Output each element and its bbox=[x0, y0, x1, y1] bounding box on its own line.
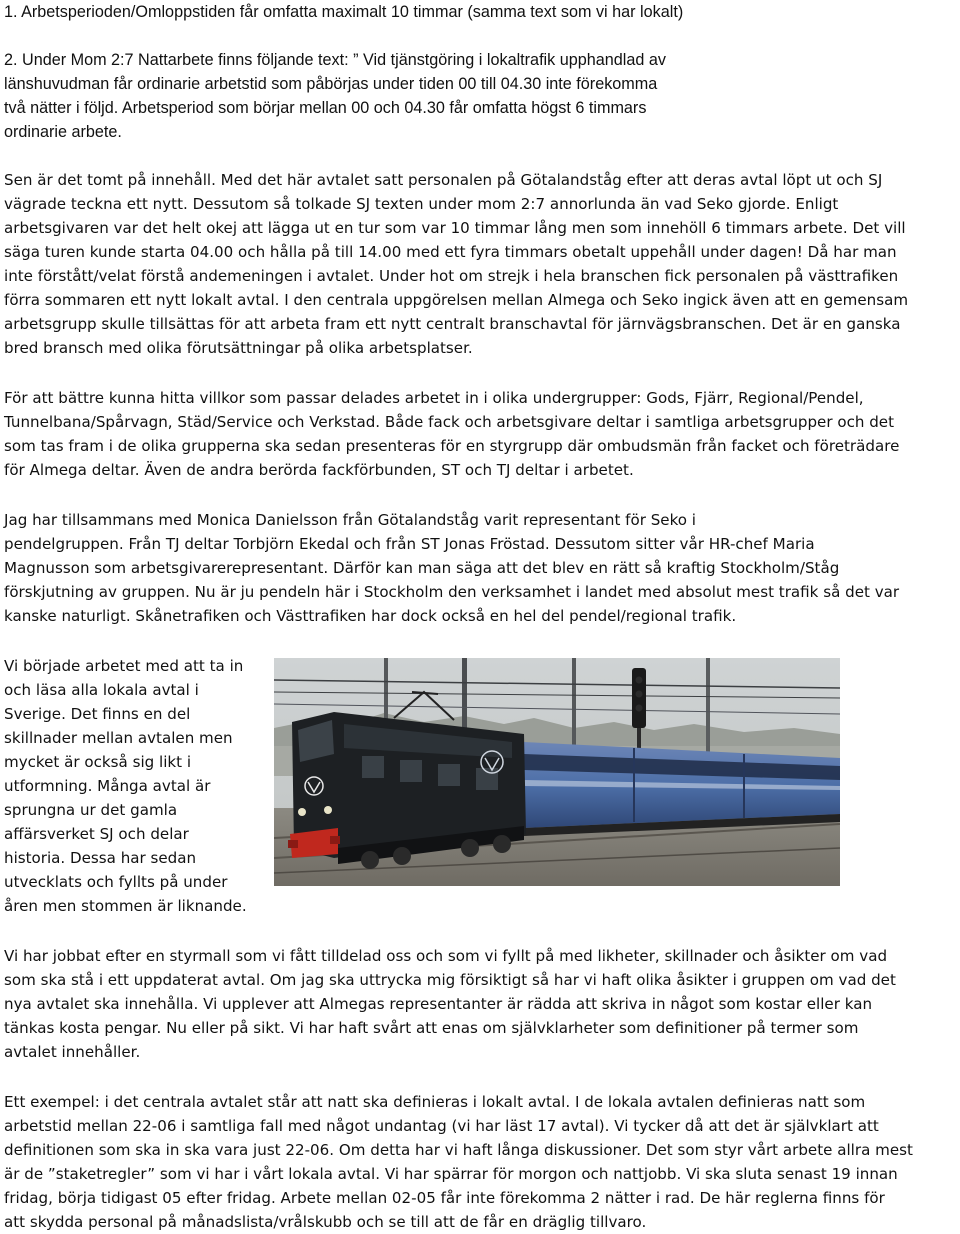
text-line: avtalet innehåller. bbox=[4, 1043, 141, 1061]
text-line: två nätter i följd. Arbetsperiod som börjar mellan 00 och 04.30 får omfatta högst 6 timmars bbox=[4, 99, 647, 117]
text-line: pendelgruppen. Från TJ deltar Torbjörn Ekedal och från ST Jonas Fröstad. Dessutom sitter vår HR-chef Maria bbox=[4, 535, 815, 553]
text-line: affärsverket SJ och delar bbox=[4, 825, 189, 843]
text-line: ordinarie arbete. bbox=[4, 123, 122, 141]
text-line: mycket är också sig likt i bbox=[4, 753, 192, 771]
text-line: säga turen kunde starta 04.00 och hålla på till 14.00 med ett fyra timmars obetalt uppehåll under dagen! Då har man bbox=[4, 243, 897, 261]
text-line: och läsa alla lokala avtal i bbox=[4, 681, 199, 699]
text-line: För att bättre kunna hitta villkor som passar delades arbetet in i olika undergrupper: Gods, Fjärr, Regional/Pendel, bbox=[4, 389, 864, 407]
text-line: som ska stå i ett uppdaterat avtal. Om jag ska uttrycka mig försiktigt så har vi haft olika åsikter i gruppen om vad det bbox=[4, 971, 896, 989]
text-line: är de ”staketregler” som vi har i vårt lokala avtal. Vi har spärrar för morgon och nattjobb. Vi ska sluta senast 19 innan bbox=[4, 1165, 898, 1183]
text-line: Jag har tillsammans med Monica Danielsson från Götalandståg varit representant för Seko i bbox=[4, 511, 697, 529]
paragraph-2 bbox=[4, 48, 956, 144]
text-line: arbetsgrupp skulle tillsättas för att arbeta fram ett nytt centralt branschavtal för järnvägsbranschen. Det är en ganska bbox=[4, 315, 901, 333]
text-line: bred bransch med olika förutsättningar på olika arbetsplatser. bbox=[4, 339, 473, 357]
paragraph-3 bbox=[4, 168, 956, 360]
text-line: Vi började arbetet med att ta in bbox=[4, 657, 244, 675]
text-line: Magnusson som arbetsgivarerepresentant. Därför kan man säga att det blev en rätt så kraftig Stockholm/Ståg bbox=[4, 559, 840, 577]
text-line: definitionen som ska in ska vara just 22-06. Om detta har vi haft långa diskussioner. Det som styr vårt arbete allra mest bbox=[4, 1141, 913, 1159]
paragraph-4 bbox=[4, 386, 956, 482]
text-line: Sen är det tomt på innehåll. Med det här avtalet satt personalen på Götalandståg efter att deras avtal löpt ut och SJ bbox=[4, 171, 883, 189]
text-line: förskjutning av gruppen. Nu är ju pendeln här i Stockholm den verksamhet i landet med absolut mest trafik så det var bbox=[4, 583, 900, 601]
text-line: åren men stommen är liknande. bbox=[4, 897, 247, 915]
text-line: för Almega deltar. Även de andra berörda fackförbunden, ST och TJ deltar i arbetet. bbox=[4, 461, 634, 479]
text-line: utvecklats och fyllts på under bbox=[4, 873, 228, 891]
text-line: utformning. Många avtal är bbox=[4, 777, 211, 795]
text-line: som tas fram i de olika grupperna ska sedan presenteras för en styrgrupp där ombudsmän från facket och företrädare bbox=[4, 437, 900, 455]
text-line: vägrade teckna ett nytt. Dessutom så tolkade SJ texten under mom 2:7 annorlunda än vad Seko gjorde. Enligt bbox=[4, 195, 839, 213]
text-line: historia. Dessa har sedan bbox=[4, 849, 197, 867]
paragraph-1 bbox=[4, 0, 956, 24]
text-line: Sverige. Det finns en del bbox=[4, 705, 191, 723]
text-line: tänkas kosta pengar. Nu eller på sikt. Vi har haft svårt att enas om självklarheter som definitioner på termer som bbox=[4, 1019, 859, 1037]
text-line: inte förstått/velat förstå andemeningen i avtalet. Under hot om strejk i hela branschen fick personalen på västtrafiken bbox=[4, 267, 899, 285]
text-line: förra sommaren ett nytt lokalt avtal. I den centrala uppgörelsen mellan Almega och Seko ingick även att en gemensam bbox=[4, 291, 909, 309]
text-line: 2. Under Mom 2:7 Nattarbete finns följande text: ” Vid tjänstgöring i lokaltrafik upphandlad av bbox=[4, 51, 666, 69]
paragraph-5 bbox=[4, 508, 956, 628]
train-photo bbox=[274, 658, 840, 886]
text-line: arbetsgivaren var det helt okej att lägga ut en tur som var 10 timmar lång men som innehöll 6 timmars arbete. Det vill bbox=[4, 219, 906, 237]
train-photo-icon bbox=[274, 658, 840, 886]
text-line: Vi har jobbat efter en styrmall som vi fått tilldelad oss och som vi fyllt på med likheter, skillnader och åsikter om vad bbox=[4, 947, 888, 965]
paragraph-7 bbox=[4, 944, 956, 1064]
text-line: Tunnelbana/Spårvagn, Städ/Service och Verkstad. Både fack och arbetsgivare deltar i samtliga arbetsgrupper och det bbox=[4, 413, 895, 431]
text-line: Ett exempel: i det centrala avtalet står att natt ska definieras i lokalt avtal. I de lokala avtalen definieras natt som bbox=[4, 1093, 866, 1111]
paragraph-8 bbox=[4, 1090, 956, 1234]
text-line: arbetstid mellan 22-06 i samtliga fall med något undantag (vi har läst 17 avtal). Vi tycker då att det är självklart att bbox=[4, 1117, 879, 1135]
text-line: 1. Arbetsperioden/Omloppstiden får omfatta maximalt 10 timmar (samma text som vi har lokalt) bbox=[4, 3, 684, 21]
text-line: nya avtalet ska innehålla. Vi upplever att Almegas representanter är rädda att skriva in något som kostar eller kan bbox=[4, 995, 873, 1013]
text-line: att skydda personal på månadslista/vrålskubb och se till att de får en dräglig tillvaro. bbox=[4, 1213, 647, 1231]
paragraph-6 bbox=[4, 654, 266, 918]
text-line: sprungna ur det gamla bbox=[4, 801, 178, 819]
text-line: skillnader mellan avtalen men bbox=[4, 729, 233, 747]
text-line: kanske naturligt. Skånetrafiken och Västtrafiken har dock också en hel del pendel/regional trafik. bbox=[4, 607, 737, 625]
text-line: fridag, börja tidigast 05 efter fridag. Arbete mellan 02-05 får inte förekomma 2 nätter i rad. De här reglerna finns för bbox=[4, 1189, 885, 1207]
text-line: länshuvudman får ordinarie arbetstid som påbörjas under tiden 00 till 04.30 inte förekomma bbox=[4, 75, 658, 93]
